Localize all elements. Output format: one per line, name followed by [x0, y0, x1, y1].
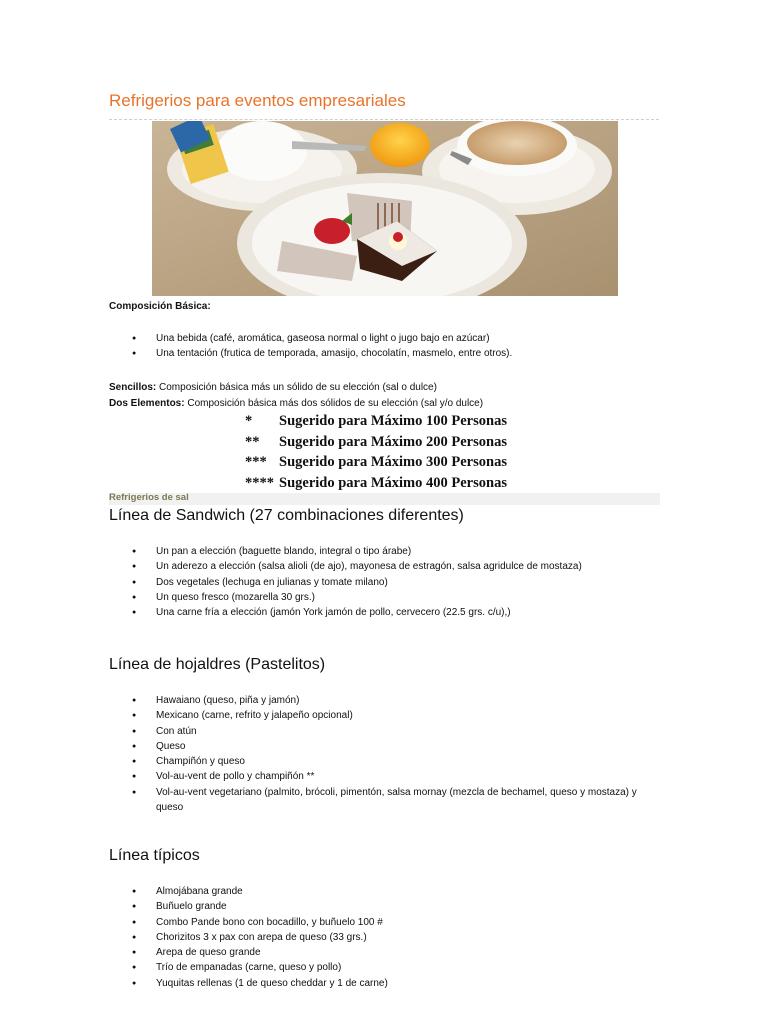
sugerencia-text: Sugerido para Máximo 400 Personas	[279, 474, 507, 491]
heading-sandwich: Línea de Sandwich (27 combinaciones diferentes)	[109, 507, 464, 524]
list-item: ● Yuquitas rellenas (1 de queso cheddar y 1 de carne)	[109, 976, 661, 991]
sugerencia-text: Sugerido para Máximo 200 Personas	[279, 433, 507, 450]
dos-elementos-line	[109, 396, 483, 411]
composicion-list	[109, 331, 661, 362]
composicion-label: Composición Básica:	[109, 301, 211, 312]
list-item: ● Un queso fresco (mozarella 30 grs.)	[109, 590, 661, 605]
sencillos-label: Sencillos:	[109, 382, 157, 393]
title-divider	[109, 119, 659, 120]
list-item: ● Combo Pande bono con bocadillo, y buñuelo 100 #	[109, 915, 661, 930]
sugerencia-row	[245, 432, 507, 453]
list-item: ● Queso	[109, 739, 661, 754]
tipicos-list	[109, 884, 661, 991]
sugerencia-row	[245, 473, 507, 494]
section-bar	[109, 493, 660, 505]
heading-hojaldres: Línea de hojaldres (Pastelitos)	[109, 656, 326, 673]
list-item: ● Mexicano (carne, refrito y jalapeño opcional)	[109, 708, 661, 723]
sugerencia-mark: ***	[245, 454, 267, 470]
sugerencia-text: Sugerido para Máximo 100 Personas	[279, 413, 507, 429]
list-item: ● Buñuelo grande	[109, 899, 661, 914]
sugerencia-row	[245, 411, 507, 432]
sencillos-text: Composición básica más un sólido de su elección (sal o dulce)	[156, 382, 437, 393]
list-item: ● Vol-au-vent de pollo y champiñón **	[109, 769, 661, 784]
sugerencias-block	[245, 411, 507, 493]
list-item: ● Una carne fría a elección (jamón York jamón de pollo, cervecero (22.5 grs. c/u),)	[109, 605, 661, 620]
list-item: ● Champiñón y queso	[109, 754, 661, 769]
list-item: ● Vol-au-vent vegetariano (palmito, brócoli, pimentón, salsa mornay (mezcla de bechamel, queso y mostaza) y queso	[109, 785, 661, 816]
list-item: ● Hawaiano (queso, piña y jamón)	[109, 693, 661, 708]
sugerencia-row	[245, 452, 507, 473]
hojaldres-list	[109, 693, 661, 815]
list-item: ● Con atún	[109, 724, 661, 739]
list-item: ● Un pan a elección (baguette blando, integral o tipo árabe)	[109, 544, 661, 559]
hero-photo-coffee-and-cake	[152, 121, 618, 296]
list-item: ● Arepa de queso grande	[109, 945, 661, 960]
dos-elementos-label: Dos Elementos:	[109, 398, 185, 409]
list-item: ● Un aderezo a elección (salsa alioli (de ajo), mayonesa de estragón, salsa agridulce de mostaza)	[109, 559, 661, 574]
dos-elementos-text: Composición básica más dos sólidos de su elección (sal y/o dulce)	[184, 398, 484, 409]
sencillos-line	[109, 380, 437, 395]
list-item: ● Chorizitos 3 x pax con arepa de queso (33 grs.)	[109, 930, 661, 945]
sugerencia-mark: ****	[245, 474, 274, 491]
sugerencia-mark: *	[245, 413, 253, 429]
list-item: ● Dos vegetales (lechuga en julianas y tomate milano)	[109, 575, 661, 590]
list-item: ● Almojábana grande	[109, 884, 661, 899]
page-title: Refrigerios para eventos empresariales	[109, 91, 406, 110]
section-label-sal: Refrigerios de sal	[109, 492, 189, 503]
sugerencia-text: Sugerido para Máximo 300 Personas	[279, 454, 507, 470]
list-item: ● Trío de empanadas (carne, queso y pollo)	[109, 960, 661, 975]
sandwich-list	[109, 544, 661, 620]
sugerencia-mark: **	[245, 433, 260, 450]
list-item: ● Una bebida (café, aromática, gaseosa normal o light o jugo bajo en azúcar)	[109, 331, 661, 346]
list-item: ● Una tentación (frutica de temporada, amasijo, chocolatín, masmelo, entre otros).	[109, 346, 661, 361]
heading-tipicos: Línea típicos	[109, 847, 200, 864]
